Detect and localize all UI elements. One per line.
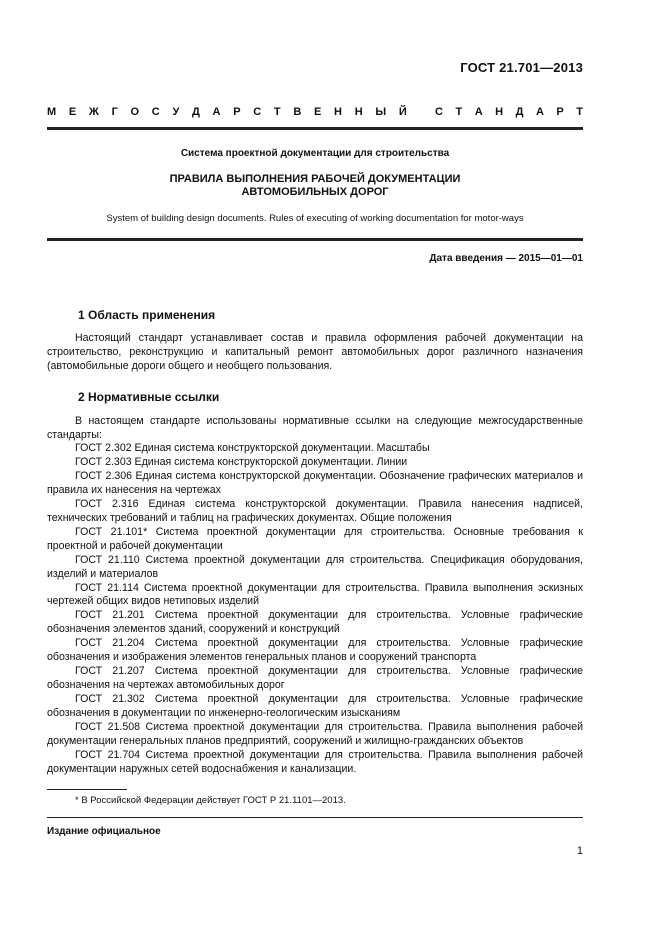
heading-letter: А: [535, 106, 544, 118]
reference-item: ГОСТ 21.110 Система проектной документации для строительства. Спецификация оборудования, изделий и материалов: [47, 553, 583, 580]
introduction-date: Дата введения — 2015—01—01: [429, 253, 583, 264]
heading-letter: Д: [515, 106, 524, 118]
heading-letter: С: [151, 106, 160, 118]
interstate-word: [47, 106, 407, 118]
footnote-rule: [47, 789, 127, 790]
heading-letter: Н: [354, 106, 363, 118]
official-edition: Издание официальное: [47, 826, 161, 837]
heading-letter: О: [130, 106, 140, 118]
heading-letter: Ы: [375, 106, 387, 118]
heading-letter: А: [474, 106, 483, 118]
section-2-heading: 2 Нормативные ссылки: [78, 390, 220, 404]
heading-letter: У: [172, 106, 180, 118]
heading-letter: Ж: [88, 106, 99, 118]
system-title: Система проектной документации для строительства: [180, 148, 450, 159]
reference-item: ГОСТ 2.306 Единая система конструкторской документации. Обозначение графических материалов и правила их нанесения на чертежах: [47, 469, 583, 496]
top-rule: [47, 127, 583, 130]
footnote: * В Российской Федерации действует ГОСТ Р 21.1101—2013.: [75, 795, 346, 806]
heading-letter: Н: [495, 106, 504, 118]
reference-item: ГОСТ 2.316 Единая система конструкторской документации. Правила нанесения надписей, технических требований и таблиц на графических документах. Общие положения: [47, 497, 583, 524]
reference-item: ГОСТ 21.114 Система проектной документации для строительства. Правила выполнения эскизных чертежей общих видов нетиповых изделий: [47, 581, 583, 608]
reference-item: ГОСТ 21.204 Система проектной документации для строительства. Условные графические обозначения и изображения элементов генеральных планов и сооружений транспорта: [47, 637, 583, 664]
normative-references-list: [47, 442, 583, 777]
standard-word: [435, 106, 583, 118]
heading-letter: М: [47, 106, 57, 118]
middle-rule: [47, 238, 583, 241]
heading-letter: В: [293, 106, 302, 118]
heading-letter: Е: [314, 106, 322, 118]
reference-item: ГОСТ 21.508 Система проектной документации для строительства. Правила выполнения рабочей документации генеральных планов предприятий, сооружений и жилищно-гражданских объектов: [47, 721, 583, 748]
section-1-text: Настоящий стандарт устанавливает состав и правила оформления рабочей документации на строительство, реконструкцию и капитальный ремонт автомобильных дорог различного назначения (автомобильные дороги общего и необщего пользования.: [47, 332, 583, 373]
reference-item: ГОСТ 21.302 Система проектной документации для строительства. Условные графические обозначения в документации по инженерно-геологическим изысканиям: [47, 693, 583, 720]
heading-letter: С: [435, 106, 443, 118]
heading-letter: Г: [111, 106, 118, 118]
heading-letter: Р: [556, 106, 564, 118]
document-title: [47, 173, 583, 199]
reference-item: ГОСТ 21.207 Система проектной документации для строительства. Условные графические обозначения на чертежах автомобильных дорог: [47, 665, 583, 692]
heading-letter: А: [212, 106, 221, 118]
bottom-rule: [47, 817, 583, 818]
heading-letter: Т: [273, 106, 281, 118]
heading-letter: Й: [398, 106, 407, 118]
reference-item: ГОСТ 2.302 Единая система конструкторской документации. Масштабы: [75, 442, 430, 454]
heading-letter: Р: [233, 106, 241, 118]
page-number: 1: [576, 845, 583, 857]
reference-item: ГОСТ 21.201 Система проектной документации для строительства. Условные графические обозначения элементов зданий, сооружений и конструкций: [47, 609, 583, 636]
heading-letter: Т: [455, 106, 463, 118]
heading-letter: Е: [68, 106, 77, 118]
interstate-standard-heading: [47, 106, 583, 118]
heading-letter: Т: [576, 106, 583, 118]
document-title-line-1: ПРАВИЛА ВЫПОЛНЕНИЯ РАБОЧЕЙ ДОКУМЕНТАЦИИ: [169, 173, 461, 185]
reference-item: ГОСТ 2.303 Единая система конструкторской документации. Линии: [75, 455, 408, 468]
document-title-line-2: АВТОМОБИЛЬНЫХ ДОРОГ: [241, 186, 389, 198]
english-title: System of building design documents. Rules of executing of working documentation for motor-ways: [106, 213, 524, 224]
heading-letter: Н: [334, 106, 342, 118]
section-1-heading: 1 Область применения: [78, 308, 216, 322]
gost-number: ГОСТ 21.701—2013: [460, 60, 583, 75]
section-2-intro: В настоящем стандарте использованы нормативные ссылки на следующие межгосударственные стандарты:: [47, 415, 583, 442]
reference-item: ГОСТ 21.101* Система проектной документации для строительства. Основные требования к проектной и рабочей документации: [47, 525, 583, 552]
reference-item: ГОСТ 21.704 Система проектной документации для строительства. Правила выполнения рабочей документации наружных сетей водоснабжения и канализации.: [47, 748, 583, 775]
heading-letter: Д: [192, 106, 200, 118]
heading-letter: С: [253, 106, 262, 118]
